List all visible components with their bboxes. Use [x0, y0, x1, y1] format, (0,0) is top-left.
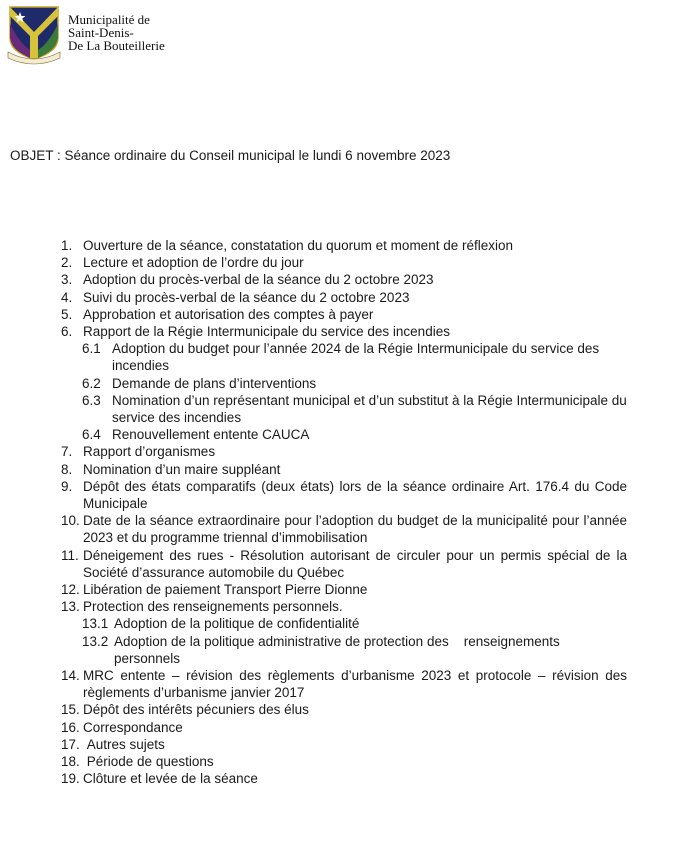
agenda-item-number: 6.4 — [82, 427, 101, 443]
agenda-item — [61, 512, 631, 546]
agenda-item — [61, 289, 627, 306]
agenda-item-text: Adoption du procès-verbal de la séance du 2 octobre 2023 — [83, 272, 434, 288]
agenda-item — [61, 770, 627, 787]
agenda-item-text: Rapport de la Régie Intermunicipale du service des incendies — [83, 324, 450, 340]
agenda-item-number: 6.2 — [82, 375, 101, 391]
agenda-item — [61, 461, 627, 478]
agenda-item-number: 13.1 — [82, 616, 109, 632]
subject-line: OBJET : Séance ordinaire du Conseil municipal le lundi 6 novembre 2023 — [10, 148, 451, 163]
agenda-item-text: Adoption de la politique administrative de protection des renseignements personnels — [114, 633, 564, 666]
agenda-item-text: Date de la séance extraordinaire pour l’adoption du budget de la municipalité pour l’année 2023 et du programme triennal d’immobilisation — [83, 513, 631, 546]
agenda-item — [61, 478, 631, 512]
agenda-item-number: 10. — [61, 513, 80, 529]
agenda-item-number: 3. — [61, 272, 73, 288]
agenda-item — [61, 701, 627, 718]
agenda-item-text: Renouvellement entente CAUCA — [112, 427, 310, 443]
agenda-item — [61, 753, 627, 770]
agenda-item — [61, 323, 627, 340]
agenda-item — [61, 375, 627, 392]
agenda-item — [61, 667, 631, 701]
agenda-item-text: Période de questions — [83, 754, 214, 770]
agenda-item-text: Dépôt des intérêts pécuniers des élus — [83, 702, 309, 718]
municipality-name-line-3: De La Bouteillerie — [68, 38, 165, 53]
agenda-item-number: 13. — [61, 599, 80, 615]
agenda-item-text: Adoption de la politique de confidentialité — [114, 616, 360, 632]
agenda-item-number: 14. — [61, 668, 80, 684]
agenda-item-number: 6.1 — [82, 341, 101, 357]
agenda-item-number: 15. — [61, 702, 80, 718]
agenda-item — [61, 443, 627, 460]
agenda-item — [61, 306, 627, 323]
agenda-item-number: 5. — [61, 306, 73, 322]
agenda-item-text: Correspondance — [83, 719, 183, 735]
municipality-name — [68, 13, 165, 52]
agenda-item — [61, 426, 627, 443]
agenda-item-text: Libération de paiement Transport Pierre Dionne — [83, 582, 368, 598]
agenda-item — [61, 271, 627, 288]
agenda-item — [61, 633, 627, 667]
agenda-item-text: Clôture et levée de la séance — [83, 771, 258, 787]
agenda-item-text: Rapport d’organismes — [83, 444, 216, 460]
agenda-item-number: 9. — [61, 478, 73, 494]
agenda-item — [61, 615, 627, 632]
agenda-item — [61, 547, 631, 581]
agenda-item — [61, 581, 627, 598]
letterhead — [6, 4, 165, 66]
agenda-item-text: Nomination d’un maire suppléant — [83, 461, 281, 477]
agenda-item-text: Autres sujets — [83, 736, 165, 752]
agenda-item-text: Dépôt des états comparatifs (deux états) lors de la séance ordinaire Art. 176.4 du Code Municipale — [83, 478, 631, 512]
agenda-item — [61, 237, 627, 254]
agenda-item-text: MRC entente – révision des règlements d’urbanisme 2023 et protocole – révision des règlements d’urbanisme janvier 2017 — [83, 668, 631, 701]
agenda-item-number: 4. — [61, 289, 73, 305]
agenda-item-number: 18. — [61, 754, 80, 770]
agenda-item-number: 8. — [61, 461, 73, 477]
agenda-item-text: Approbation et autorisation des comptes à payer — [83, 306, 374, 322]
agenda-item-text: Lecture et adoption de l’ordre du jour — [83, 255, 304, 271]
agenda-item-text: Protection des renseignements personnels. — [83, 599, 343, 615]
agenda-item-text: Demande de plans d’interventions — [112, 375, 317, 391]
agenda-item-number: 2. — [61, 255, 73, 271]
agenda-item — [61, 340, 627, 374]
agenda-item-number: 6.3 — [82, 392, 101, 408]
agenda-item-number: 19. — [61, 771, 80, 787]
agenda-item-number: 12. — [61, 582, 80, 598]
agenda-item-number: 17. — [61, 736, 80, 752]
agenda-item-text: Nomination d’un représentant municipal et d’un substitut à la Régie Intermunicipale du service des incendies — [112, 392, 631, 426]
agenda-item — [61, 736, 627, 753]
agenda-item-number: 16. — [61, 719, 80, 735]
agenda-item-text: Adoption du budget pour l’année 2024 de la Régie Intermunicipale du service des incendies — [112, 341, 603, 374]
agenda-item-text: Ouverture de la séance, constatation du quorum et moment de réflexion — [83, 238, 513, 253]
municipal-crest-logo — [6, 4, 62, 66]
agenda-item — [61, 392, 631, 426]
municipality-name-line-2: Saint-Denis- — [68, 25, 134, 40]
agenda-item-text: Déneigement des rues - Résolution autorisant de circuler pour un permis spécial de la Société d’assurance automobile du Québec — [83, 547, 631, 580]
agenda-item — [61, 598, 627, 615]
municipality-name-line-1: Municipalité de — [68, 12, 150, 27]
agenda-item — [61, 254, 627, 271]
agenda-item-number: 6. — [61, 324, 73, 340]
agenda-item-number: 13.2 — [82, 633, 109, 649]
agenda-item-number: 1. — [61, 238, 73, 253]
agenda-item-number: 11. — [61, 547, 79, 563]
agenda-item-text: Suivi du procès-verbal de la séance du 2 octobre 2023 — [83, 289, 410, 305]
agenda-item — [61, 719, 627, 736]
agenda-list — [61, 237, 631, 788]
agenda-item-number: 7. — [61, 444, 73, 460]
